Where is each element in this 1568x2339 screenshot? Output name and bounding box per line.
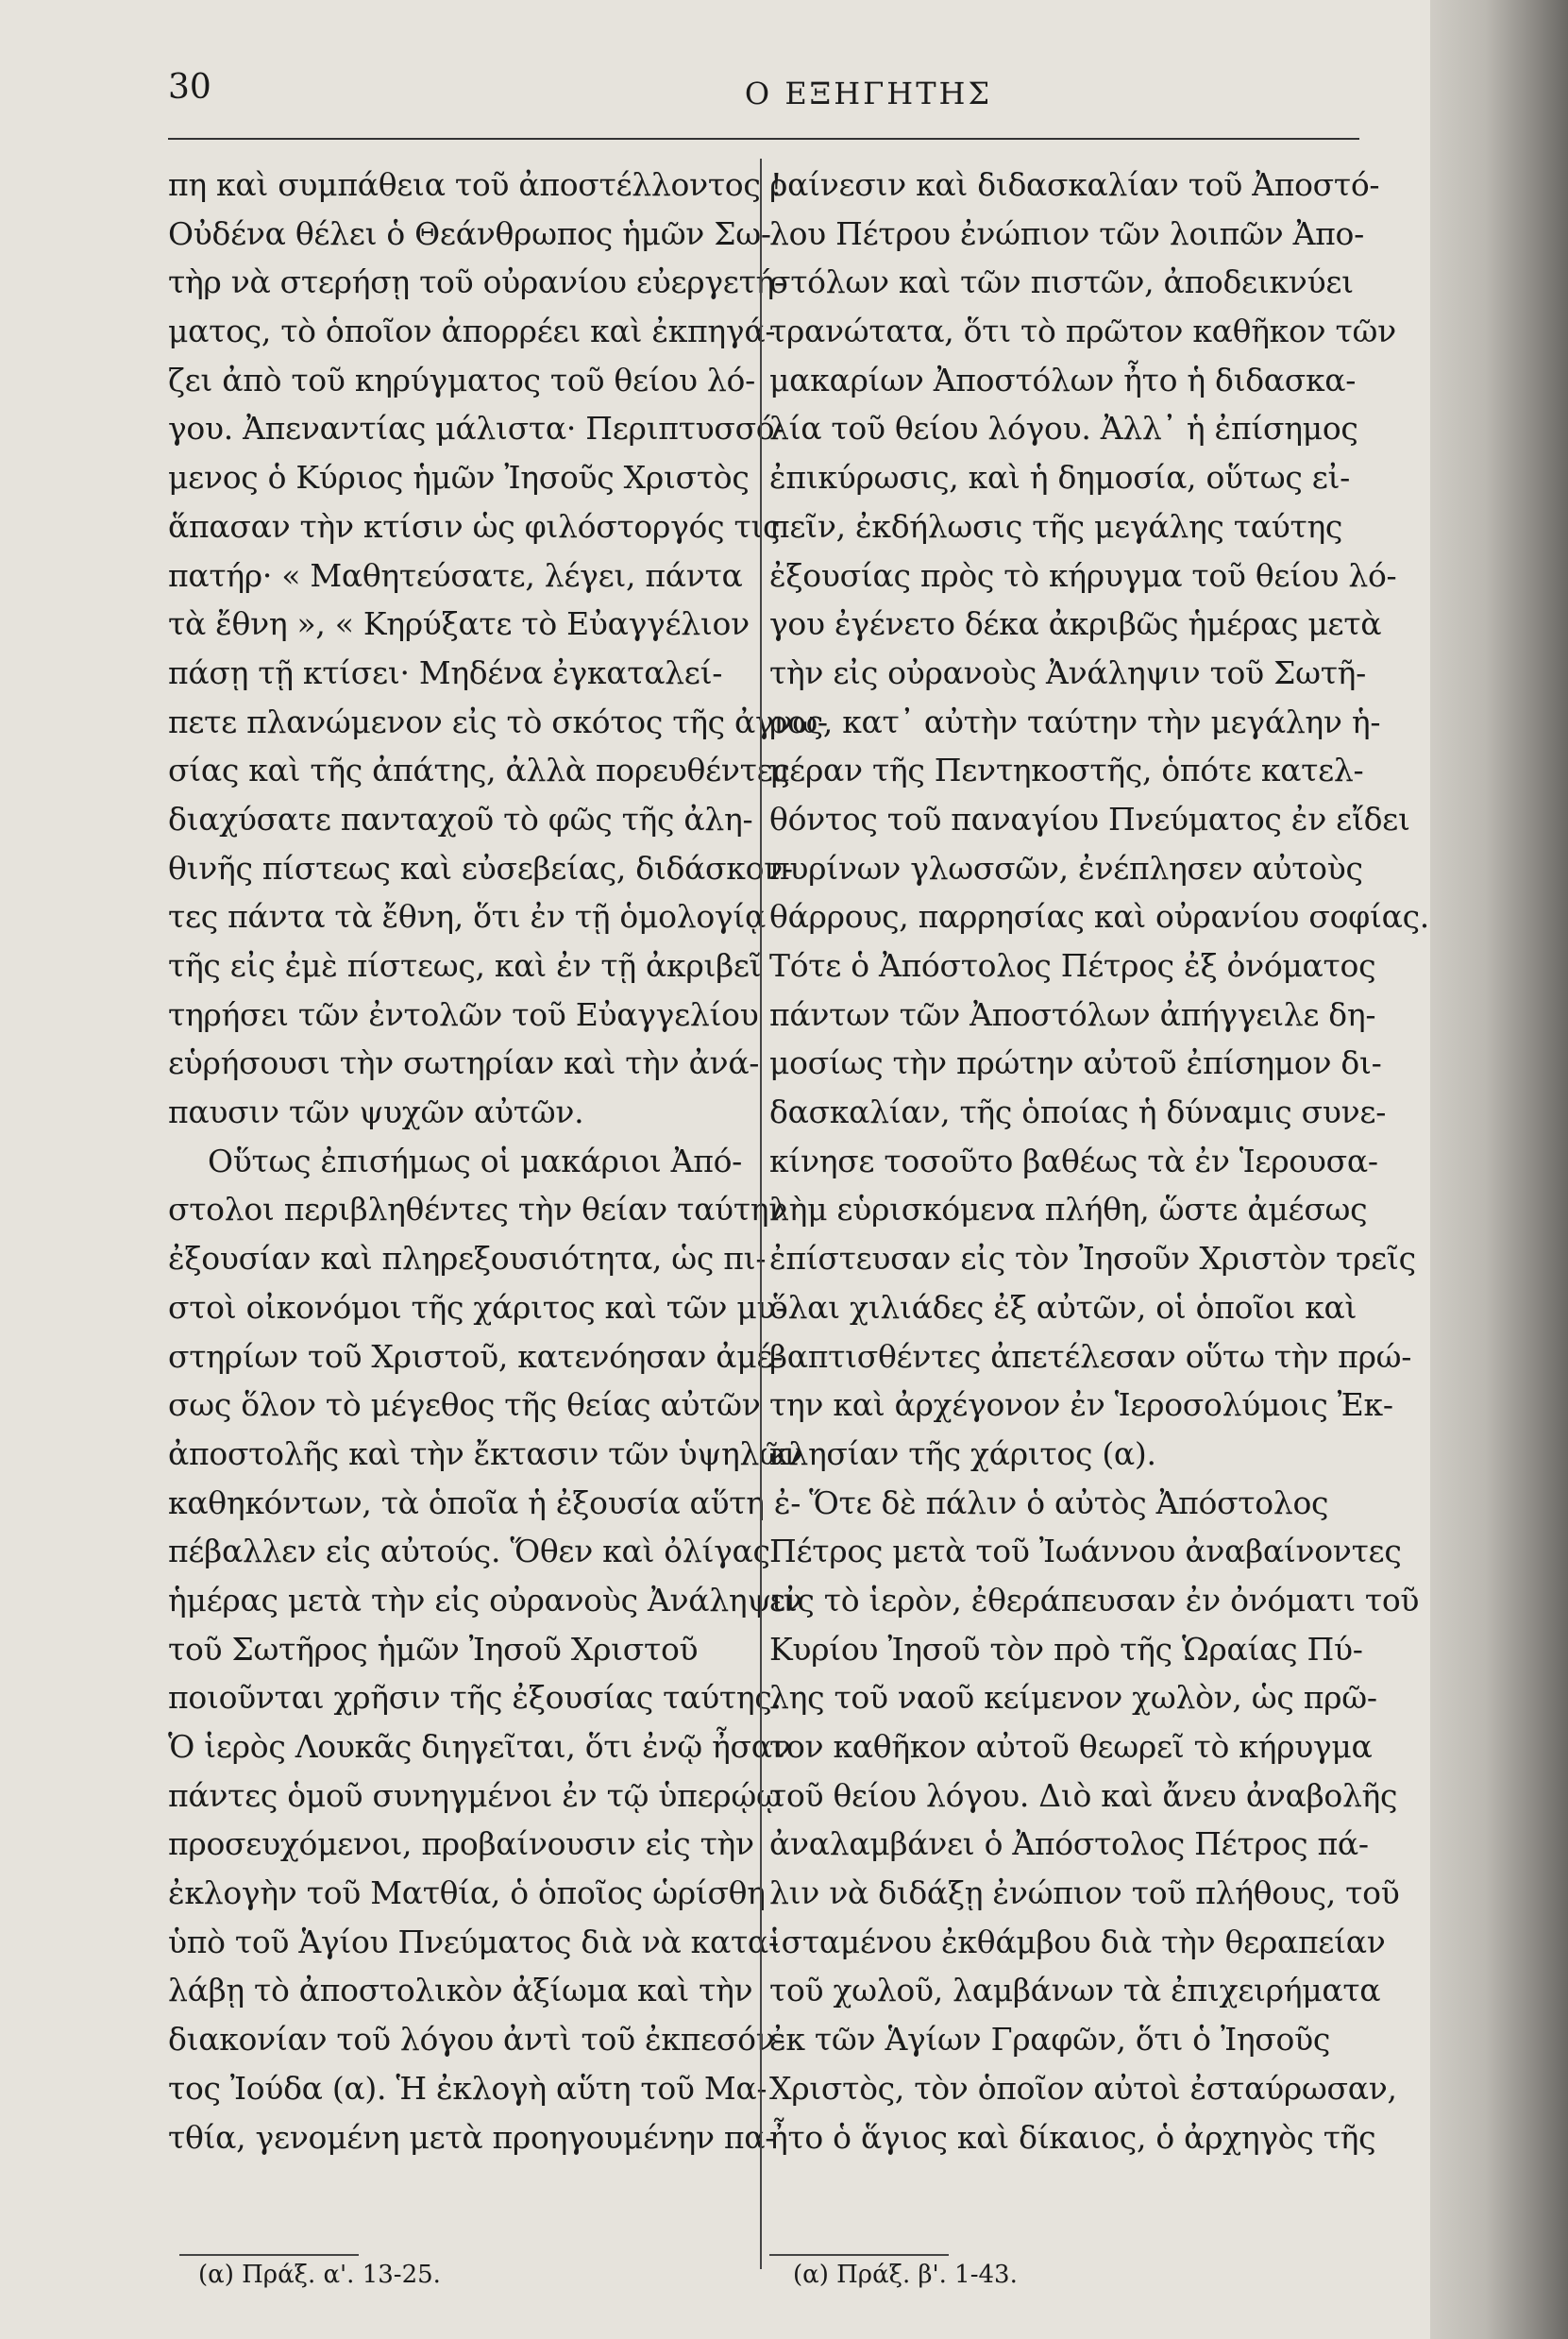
text-line: Ὅτε δὲ πάλιν ὁ αὐτὸς Ἀπόστολος: [809, 1483, 1329, 1521]
text-line: εὑρήσουσι τὴν σωτηρίαν καὶ τὴν ἀνά-: [168, 1044, 760, 1082]
text-line: τες πάντα τὰ ἔθνη, ὅτι ἐν τῇ ὁμολογίᾳ: [168, 898, 766, 936]
text-line: ἀναλαμβάνει ὁ Ἀπόστολος Πέτρος πά-: [769, 1825, 1369, 1863]
text-line: βαπτισθέντες ἀπετέλεσαν οὕτω τὴν πρώ-: [769, 1337, 1412, 1375]
footnote-right: (α) Πράξ. β'. 1-43.: [793, 2261, 1018, 2289]
text-line: ἐπικύρωσις, καὶ ἡ δημοσία, οὕτως εἰ-: [769, 459, 1350, 497]
text-line: Κυρίου Ἰησοῦ τὸν πρὸ τῆς Ὡραίας Πύ-: [769, 1630, 1363, 1668]
text-line: σως ὅλον τὸ μέγεθος τῆς θείας αὐτῶν: [168, 1386, 761, 1424]
text-line: ραίνεσιν καὶ διδασκαλίαν τοῦ Ἀποστό-: [769, 166, 1380, 203]
left-column: [168, 161, 828, 2161]
text-line: εἰς τὸ ἱερὸν, ἐθεράπευσαν ἐν ὀνόματι τοῦ: [769, 1581, 1420, 1619]
text-line: προσευχόμενοι, προβαίνουσιν εἰς τὴν: [168, 1825, 754, 1863]
text-line: ποιοῦνται χρῆσιν τῆς ἐξουσίας ταύτης.: [168, 1679, 782, 1717]
text-line: καθηκόντων, τὰ ὁποῖα ἡ ἐξουσία αὕτη ἐ-: [168, 1483, 801, 1521]
text-line: ἐξουσίας πρὸς τὸ κήρυγμα τοῦ θείου λό-: [769, 556, 1397, 594]
text-line: στοὶ οἰκονόμοι τῆς χάριτος καὶ τῶν μυ-: [168, 1288, 786, 1326]
text-line: διαχύσατε πανταχοῦ τὸ φῶς τῆς ἀλη-: [168, 800, 753, 838]
text-line: τρανώτατα, ὅτι τὸ πρῶτον καθῆκον τῶν: [769, 313, 1396, 350]
text-line: Οὐδένα θέλει ὁ Θεάνθρωπος ἡμῶν Σω-: [168, 214, 771, 252]
text-line: πατήρ· « Μαθητεύσατε, λέγει, πάντα: [168, 556, 743, 594]
text-line: πάντων τῶν Ἀποστόλων ἀπήγγειλε δη-: [769, 995, 1376, 1033]
text-line: κλησίαν τῆς χάριτος (α).: [769, 1434, 1156, 1472]
text-line: λιν νὰ διδάξῃ ἐνώπιον τοῦ πλήθους, τοῦ: [769, 1874, 1400, 1912]
text-line: πη καὶ συμπάθεια τοῦ ἀποστέλλοντος !: [168, 166, 783, 203]
text-line: Ὁ ἱερὸς Λουκᾶς διηγεῖται, ὅτι ἐνῷ ἦσαν: [168, 1728, 791, 1765]
text-line: ἱσταμένου ἐκθάμβου διὰ τὴν θεραπείαν: [769, 1923, 1386, 1960]
text-line: λης τοῦ ναοῦ κείμενον χωλὸν, ὡς πρῶ-: [769, 1679, 1377, 1717]
text-line: ἐκλογὴν τοῦ Ματθία, ὁ ὁποῖος ὡρίσθη: [168, 1874, 766, 1912]
text-line: λὴμ εὑρισκόμενα πλήθη, ὥστε ἀμέσως: [769, 1191, 1368, 1229]
text-line: Οὕτως ἐπισήμως οἱ μακάριοι Ἀπό-: [208, 1142, 743, 1179]
text-line: στηρίων τοῦ Χριστοῦ, κατενόησαν ἀμέ-: [168, 1337, 784, 1375]
text-line: πάσῃ τῇ κτίσει· Μηδένα ἐγκαταλεί-: [168, 653, 723, 691]
text-line: γου. Ἀπεναντίας μάλιστα· Περιπτυσσό-: [168, 410, 785, 448]
text-line: πεῖν, ἐκδήλωσις τῆς μεγάλης ταύτης: [769, 507, 1343, 545]
text-line: τὴν εἰς οὐρανοὺς Ἀνάληψιν τοῦ Σωτῆ-: [769, 653, 1366, 691]
footnote-rule-right: [769, 2254, 949, 2256]
text-line: ἡμέρας μετὰ τὴν εἰς οὐρανοὺς Ἀνάληψιν: [168, 1581, 802, 1619]
text-line: ὅλαι χιλιάδες ἐξ αὐτῶν, οἱ ὁποῖοι καὶ: [769, 1288, 1357, 1326]
text-line: λία τοῦ θείου λόγου. Ἀλλ᾽ ἡ ἐπίσημος: [769, 410, 1358, 448]
text-line: πετε πλανώμενον εἰς τὸ σκότος τῆς ἀγνω-: [168, 703, 828, 740]
text-line: ἐπίστευσαν εἰς τὸν Ἰησοῦν Χριστὸν τρεῖς: [769, 1240, 1416, 1278]
text-line: διακονίαν τοῦ λόγου ἀντὶ τοῦ ἐκπεσόν-: [168, 2021, 785, 2059]
text-line: τὴρ νὰ στερήσῃ τοῦ οὐρανίου εὐεργετή-: [168, 263, 784, 301]
text-line: ὑπὸ τοῦ Ἁγίου Πνεύματος διὰ νὰ κατα-: [168, 1923, 779, 1960]
text-line: στολοι περιβληθέντες τὴν θείαν ταύτην: [168, 1191, 788, 1229]
text-line: κίνησε τοσοῦτο βαθέως τὰ ἐν Ἱερουσα-: [769, 1142, 1378, 1179]
text-line: τὰ ἔθνη », « Κηρύξατε τὸ Εὐαγγέλιον: [168, 605, 750, 643]
text-line: ματος, τὸ ὁποῖον ἀπορρέει καὶ ἐκπηγά-: [168, 313, 776, 350]
text-line: Χριστὸς, τὸν ὁποῖον αὐτοὶ ἐσταύρωσαν,: [769, 2069, 1397, 2107]
text-line: ζει ἀπὸ τοῦ κηρύγματος τοῦ θείου λό-: [168, 361, 755, 398]
text-line: θινῆς πίστεως καὶ εὐσεβείας, διδάσκον-: [168, 849, 793, 887]
running-title: Ο ΕΞΗΓΗΤΗΣ: [744, 76, 993, 111]
text-line: ἀποστολῆς καὶ τὴν ἔκτασιν τῶν ὑψηλῶν: [168, 1434, 803, 1472]
text-line: πυρίνων γλωσσῶν, ἐνέπλησεν αὐτοὺς: [769, 849, 1363, 887]
text-line: μοσίως τὴν πρώτην αὐτοῦ ἐπίσημον δι-: [769, 1044, 1382, 1082]
book-spine-shadow: [1430, 0, 1568, 2339]
text-line: μενος ὁ Κύριος ἡμῶν Ἰησοῦς Χριστὸς: [168, 459, 750, 497]
text-line: ρος, κατ᾽ αὐτὴν ταύτην τὴν μεγάλην ἡ-: [769, 703, 1381, 740]
text-line: τον καθῆκον αὐτοῦ θεωρεῖ τὸ κήρυγμα: [769, 1728, 1373, 1765]
right-column: [769, 161, 1429, 2161]
footnote-rule-left: [179, 2254, 359, 2256]
text-line: ἐξουσίαν καὶ πληρεξουσιότητα, ὡς πι-: [168, 1240, 767, 1278]
header-rule: [168, 138, 1359, 140]
text-line: θόντος τοῦ παναγίου Πνεύματος ἐν εἴδει: [769, 800, 1410, 838]
text-line: τοῦ θείου λόγου. Διὸ καὶ ἄνευ ἀναβολῆς: [769, 1776, 1398, 1814]
text-line: τοῦ Σωτῆρος ἡμῶν Ἰησοῦ Χριστοῦ: [168, 1630, 699, 1668]
text-line: λάβῃ τὸ ἀποστολικὸν ἀξίωμα καὶ τὴν: [168, 1972, 753, 2009]
text-line: σίας καὶ τῆς ἀπάτης, ἀλλὰ πορευθέντες: [168, 752, 790, 789]
text-line: πέβαλλεν εἰς αὐτούς. Ὅθεν καὶ ὀλίγας: [168, 1533, 770, 1570]
text-line: λου Πέτρου ἐνώπιον τῶν λοιπῶν Ἀπο-: [769, 214, 1364, 252]
text-line: τθία, γενομένη μετὰ προηγουμένην πα-: [168, 2118, 776, 2156]
text-line: ἅπασαν τὴν κτίσιν ὡς φιλόστοργός τις: [168, 507, 781, 545]
text-line: Τότε ὁ Ἀπόστολος Πέτρος ἐξ ὀνόματος: [769, 947, 1376, 984]
text-line: θάρρους, παρρησίας καὶ οὐρανίου σοφίας.: [769, 898, 1429, 936]
text-line: παυσιν τῶν ψυχῶν αὐτῶν.: [168, 1093, 584, 1131]
text-line: ἦτο ὁ ἅγιος καὶ δίκαιος, ὁ ἀρχηγὸς τῆς: [769, 2118, 1376, 2156]
text-line: μακαρίων Ἀποστόλων ἦτο ἡ διδασκα-: [769, 361, 1357, 398]
text-line: τῆς εἰς ἐμὲ πίστεως, καὶ ἐν τῇ ἀκριβεῖ: [168, 947, 762, 984]
text-line: γου ἐγένετο δέκα ἀκριβῶς ἡμέρας μετὰ: [769, 605, 1382, 643]
text-line: τοῦ χωλοῦ, λαμβάνων τὰ ἐπιχειρήματα: [769, 1972, 1381, 2009]
footnote-left: (α) Πράξ. α'. 13-25.: [198, 2261, 441, 2289]
text-line: την καὶ ἀρχέγονον ἐν Ἱεροσολύμοις Ἐκ-: [769, 1386, 1393, 1424]
text-line: τος Ἰούδα (α). Ἡ ἐκλογὴ αὕτη τοῦ Μα-: [168, 2069, 767, 2107]
text-line: πάντες ὁμοῦ συνηγμένοι ἐν τῷ ὑπερῴῳ: [168, 1776, 782, 1814]
text-line: ἐκ τῶν Ἁγίων Γραφῶν, ὅτι ὁ Ἰησοῦς: [769, 2021, 1331, 2059]
text-line: τηρήσει τῶν ἐντολῶν τοῦ Εὐαγγελίου: [168, 995, 759, 1033]
text-line: δασκαλίαν, τῆς ὁποίας ἡ δύναμις συνε-: [769, 1093, 1387, 1131]
column-divider: [760, 159, 762, 2269]
text-line: μέραν τῆς Πεντηκοστῆς, ὁπότε κατελ-: [769, 752, 1364, 789]
page-number: 30: [168, 68, 211, 107]
text-line: στόλων καὶ τῶν πιστῶν, ἀποδεικνύει: [769, 263, 1354, 301]
text-line: Πέτρος μετὰ τοῦ Ἰωάννου ἀναβαίνοντες: [769, 1533, 1402, 1570]
